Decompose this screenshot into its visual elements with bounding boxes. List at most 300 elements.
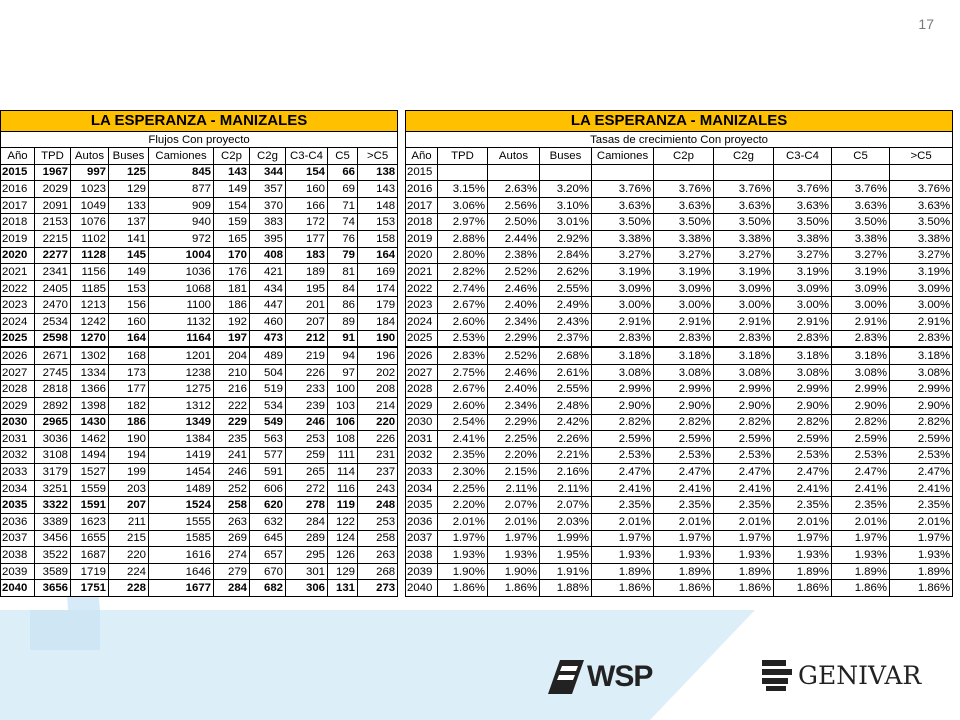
table-cell: 2.41% (774, 480, 832, 497)
table-cell: 2.91% (774, 313, 832, 330)
table-cell: 3.08% (890, 364, 953, 381)
table-cell: 2.46% (488, 280, 540, 297)
table-cell: 2024 (406, 313, 438, 330)
table-cell: 645 (250, 530, 286, 547)
table-cell: 1677 (149, 580, 214, 597)
table-cell: 2.41% (654, 480, 714, 497)
table-cell: 2.83% (592, 330, 654, 347)
table-cell: 2.99% (890, 381, 953, 398)
table-cell: 2029 (406, 397, 438, 414)
table-cell: 408 (250, 247, 286, 264)
table-cell: 2026 (1, 347, 35, 364)
table-cell: 2033 (406, 464, 438, 481)
table-cell: 199 (109, 464, 149, 481)
table-cell: 3.27% (774, 247, 832, 264)
table-cell: 3.50% (832, 214, 890, 231)
table-cell: 1132 (149, 313, 214, 330)
table-cell: 1.86% (774, 580, 832, 597)
table-cell: 1585 (149, 530, 214, 547)
table-cell: 1334 (71, 364, 109, 381)
table-row (1, 247, 398, 264)
table-cell: 3589 (35, 563, 71, 580)
column-header: Camiones (592, 148, 654, 165)
table-cell: 3.63% (654, 197, 714, 214)
table-cell: 2.47% (654, 464, 714, 481)
table-cell: 2.83% (714, 330, 774, 347)
table-row (406, 164, 953, 181)
table-cell: 2036 (406, 514, 438, 531)
table-subtitle-row (1, 132, 398, 148)
table-cell: 670 (250, 563, 286, 580)
table-row (1, 330, 398, 347)
column-header: Buses (540, 148, 592, 165)
table-cell: 116 (328, 480, 358, 497)
table-cell: 3.19% (654, 264, 714, 281)
table-cell: 1.97% (592, 530, 654, 547)
table-row (406, 214, 953, 231)
table-cell: 2.62% (540, 264, 592, 281)
table-cell: 2534 (35, 313, 71, 330)
table-cell: 2.59% (832, 431, 890, 448)
table-cell: 3179 (35, 464, 71, 481)
table-cell: 2.37% (540, 330, 592, 347)
table-cell: 3108 (35, 447, 71, 464)
table-cell: 2037 (406, 530, 438, 547)
table-cell: 233 (286, 381, 328, 398)
table-cell: 2.83% (774, 330, 832, 347)
table-cell: 192 (214, 313, 250, 330)
table-cell: 3.63% (832, 197, 890, 214)
table-cell: 2.47% (714, 464, 774, 481)
table-row (1, 497, 398, 514)
table-row (406, 280, 953, 297)
table-cell: 2.82% (714, 414, 774, 431)
column-header: C5 (328, 148, 358, 165)
table-cell: 2.68% (540, 347, 592, 364)
table-cell: 3.08% (774, 364, 832, 381)
table-row (406, 313, 953, 330)
table-cell: 1527 (71, 464, 109, 481)
table-cell: 273 (358, 580, 398, 597)
table-cell: 3.08% (592, 364, 654, 381)
table-cell: 3.18% (714, 347, 774, 364)
table-cell: 231 (358, 447, 398, 464)
table-cell: 940 (149, 214, 214, 231)
table-cell: 2.30% (438, 464, 488, 481)
table-cell: 1.93% (890, 547, 953, 564)
table-row (406, 497, 953, 514)
table-cell: 1.89% (592, 563, 654, 580)
table-cell: 1.95% (540, 547, 592, 564)
table-row (1, 214, 398, 231)
table-cell: 1.93% (654, 547, 714, 564)
table-cell: 3.27% (592, 247, 654, 264)
table-cell: 3.19% (832, 264, 890, 281)
table-cell: 2.82% (774, 414, 832, 431)
table-row (406, 547, 953, 564)
table-cell: 2.63% (488, 181, 540, 198)
column-header: Autos (71, 148, 109, 165)
table-cell: 1156 (71, 264, 109, 281)
table-cell: 2405 (35, 280, 71, 297)
table-cell: 268 (358, 563, 398, 580)
table-row (1, 530, 398, 547)
table-cell: 909 (149, 197, 214, 214)
table-cell: 263 (358, 547, 398, 564)
table-cell: 3.38% (592, 230, 654, 247)
table-cell: 2.29% (488, 414, 540, 431)
table-cell: 2038 (406, 547, 438, 564)
table-row (406, 414, 953, 431)
table-cell: 434 (250, 280, 286, 297)
table-row (1, 381, 398, 398)
table-cell: 1102 (71, 230, 109, 247)
column-header: >C5 (358, 148, 398, 165)
table-row (1, 464, 398, 481)
table-row (1, 480, 398, 497)
table-cell: 149 (214, 181, 250, 198)
table-cell: 447 (250, 297, 286, 314)
table-cell: 2.53% (890, 447, 953, 464)
table-cell: 2027 (406, 364, 438, 381)
table-cell: 3.27% (714, 247, 774, 264)
table-cell: 219 (286, 347, 328, 364)
table-cell: 3.63% (890, 197, 953, 214)
wsp-mark-icon (548, 660, 584, 694)
table-cell: 1128 (71, 247, 109, 264)
table-cell: 114 (328, 464, 358, 481)
table-cell: 153 (109, 280, 149, 297)
table-cell: 183 (286, 247, 328, 264)
table-cell: 3.18% (832, 347, 890, 364)
table-cell: 3.00% (654, 297, 714, 314)
table-cell: 1242 (71, 313, 109, 330)
table-cell: 2030 (406, 414, 438, 431)
table-cell: 2.90% (774, 397, 832, 414)
table-cell: 3.27% (890, 247, 953, 264)
table-cell (890, 164, 953, 181)
table-cell: 97 (328, 364, 358, 381)
table-cell: 1591 (71, 497, 109, 514)
table-cell: 160 (286, 181, 328, 198)
table-cell: 2034 (1, 480, 35, 497)
table-cell: 76 (328, 230, 358, 247)
table-cell: 2015 (406, 164, 438, 181)
table-cell: 1.97% (488, 530, 540, 547)
table-cell: 176 (214, 264, 250, 281)
table-cell: 2.25% (488, 431, 540, 448)
table-cell: 591 (250, 464, 286, 481)
table-cell: 632 (250, 514, 286, 531)
table-cell: 1.90% (488, 563, 540, 580)
table-cell: 229 (214, 414, 250, 431)
table-cell: 3.38% (890, 230, 953, 247)
table-cell: 79 (328, 247, 358, 264)
table-cell: 3.76% (774, 181, 832, 198)
table-cell: 241 (214, 447, 250, 464)
table-cell: 1023 (71, 181, 109, 198)
table-cell: 2.01% (774, 514, 832, 531)
table-cell: 224 (109, 563, 149, 580)
table-cell: 226 (286, 364, 328, 381)
column-header: >C5 (890, 148, 953, 165)
table-cell: 3.18% (654, 347, 714, 364)
table-cell: 2.82% (438, 264, 488, 281)
table-row (406, 247, 953, 264)
table-cell: 2.88% (438, 230, 488, 247)
table-cell: 3.50% (592, 214, 654, 231)
table-cell: 235 (214, 431, 250, 448)
table-cell: 2.35% (654, 497, 714, 514)
table-cell: 2.92% (540, 230, 592, 247)
table-cell: 153 (358, 214, 398, 231)
table-cell: 2.47% (832, 464, 890, 481)
table-cell: 1384 (149, 431, 214, 448)
table-cell (774, 164, 832, 181)
table-cell: 295 (286, 547, 328, 564)
table-cell: 289 (286, 530, 328, 547)
table-cell: 2.03% (540, 514, 592, 531)
table-cell: 129 (109, 181, 149, 198)
table-cell (540, 164, 592, 181)
table-cell: 1004 (149, 247, 214, 264)
column-header: C2g (250, 148, 286, 165)
table-cell: 1616 (149, 547, 214, 564)
table-cell: 2215 (35, 230, 71, 247)
table-cell: 2019 (1, 230, 35, 247)
table-cell: 189 (286, 264, 328, 281)
table-cell: 124 (328, 530, 358, 547)
column-header: Autos (488, 148, 540, 165)
genivar-logo (762, 658, 921, 692)
table-cell: 119 (328, 497, 358, 514)
table-cell: 3.18% (774, 347, 832, 364)
table-row (1, 280, 398, 297)
table-cell: 2.74% (438, 280, 488, 297)
table-cell: 2.47% (592, 464, 654, 481)
table-row (406, 381, 953, 398)
table-cell: 133 (109, 197, 149, 214)
table-cell: 2031 (1, 431, 35, 448)
table-cell: 549 (250, 414, 286, 431)
table-cell: 3.76% (832, 181, 890, 198)
table-cell: 2015 (1, 164, 35, 181)
table-cell: 179 (358, 297, 398, 314)
table-cell: 473 (250, 330, 286, 347)
table-cell: 3.00% (592, 297, 654, 314)
table-cell: 845 (149, 164, 214, 181)
table-cell: 2.59% (774, 431, 832, 448)
table-cell: 2030 (1, 414, 35, 431)
table-cell: 3656 (35, 580, 71, 597)
column-header: Año (406, 148, 438, 165)
table-cell (654, 164, 714, 181)
table-cell: 2.99% (592, 381, 654, 398)
table-cell: 174 (358, 280, 398, 297)
table-cell: 165 (214, 230, 250, 247)
table-cell: 2026 (406, 347, 438, 364)
column-header: Camiones (149, 148, 214, 165)
table-cell: 74 (328, 214, 358, 231)
table-cell: 2035 (406, 497, 438, 514)
column-header: C5 (832, 148, 890, 165)
table-cell: 2.07% (540, 497, 592, 514)
table-cell: 71 (328, 197, 358, 214)
table-cell: 137 (109, 214, 149, 231)
table-title-row (406, 111, 953, 132)
table-row (406, 330, 953, 347)
table-row (406, 181, 953, 198)
table-row (1, 264, 398, 281)
table-row (1, 580, 398, 597)
table-cell: 2.41% (832, 480, 890, 497)
table-cell: 3.50% (714, 214, 774, 231)
table-cell: 207 (286, 313, 328, 330)
table-cell: 2028 (406, 381, 438, 398)
table-cell: 1.97% (890, 530, 953, 547)
table-cell: 3036 (35, 431, 71, 448)
table-row (1, 547, 398, 564)
table-cell: 2028 (1, 381, 35, 398)
table-cell: 2022 (1, 280, 35, 297)
table-cell: 1.86% (832, 580, 890, 597)
table-cell: 252 (214, 480, 250, 497)
table-cell: 1.86% (890, 580, 953, 597)
table-cell: 2.48% (540, 397, 592, 414)
table-cell: 66 (328, 164, 358, 181)
table-cell: 226 (358, 431, 398, 448)
table-cell: 194 (109, 447, 149, 464)
table-cell: 2.82% (592, 414, 654, 431)
table-cell: 170 (214, 247, 250, 264)
table-cell: 3.09% (774, 280, 832, 297)
table-cell: 1.93% (714, 547, 774, 564)
table-cell: 3.76% (890, 181, 953, 198)
table-cell: 3.19% (714, 264, 774, 281)
table-cell: 1687 (71, 547, 109, 564)
table-row (406, 514, 953, 531)
table-cell: 3.00% (832, 297, 890, 314)
table-cell: 1.93% (488, 547, 540, 564)
table-cell: 2.20% (488, 447, 540, 464)
table-cell: 1494 (71, 447, 109, 464)
table-cell: 2.41% (714, 480, 774, 497)
table-cell: 3.00% (714, 297, 774, 314)
table-cell: 577 (250, 447, 286, 464)
table-cell: 3389 (35, 514, 71, 531)
table-cell: 3.27% (654, 247, 714, 264)
table-row (1, 447, 398, 464)
table-cell: 2.35% (890, 497, 953, 514)
table-cell: 2024 (1, 313, 35, 330)
table-cell: 3.08% (714, 364, 774, 381)
table-cell: 2153 (35, 214, 71, 231)
table-cell: 253 (358, 514, 398, 531)
table-row (1, 313, 398, 330)
table-cell: 1559 (71, 480, 109, 497)
table-cell: 190 (358, 330, 398, 347)
table-cell: 81 (328, 264, 358, 281)
table-cell: 279 (214, 563, 250, 580)
table-cell: 3251 (35, 480, 71, 497)
table-cell: 156 (109, 297, 149, 314)
table-cell: 1454 (149, 464, 214, 481)
table-cell: 2.53% (592, 447, 654, 464)
table-cell: 2.11% (540, 480, 592, 497)
table-cell: 184 (358, 313, 398, 330)
table-row (406, 197, 953, 214)
table-cell: 2.01% (654, 514, 714, 531)
table-header-row (1, 148, 398, 165)
table-cell: 258 (358, 530, 398, 547)
table-cell: 657 (250, 547, 286, 564)
table-cell: 2.53% (438, 330, 488, 347)
table-cell: 3.50% (890, 214, 953, 231)
table-row (1, 563, 398, 580)
genivar-mark-icon (762, 658, 792, 692)
table-cell: 2.35% (714, 497, 774, 514)
table-cell: 243 (358, 480, 398, 497)
table-title-row (1, 111, 398, 132)
table-cell: 258 (214, 497, 250, 514)
table-cell: 2.40% (488, 297, 540, 314)
table-cell: 2.82% (832, 414, 890, 431)
table-cell: 3.06% (438, 197, 488, 214)
table-cell: 301 (286, 563, 328, 580)
table-cell: 1076 (71, 214, 109, 231)
table-cell (592, 164, 654, 181)
table-cell: 3.76% (592, 181, 654, 198)
table-cell: 108 (328, 431, 358, 448)
table-cell: 2892 (35, 397, 71, 414)
table-cell: 3.08% (832, 364, 890, 381)
table-cell: 1.86% (438, 580, 488, 597)
table-cell: 1.89% (832, 563, 890, 580)
table-cell: 3.19% (774, 264, 832, 281)
table-cell: 202 (358, 364, 398, 381)
table-row (406, 563, 953, 580)
table-row (406, 431, 953, 448)
table-cell (488, 164, 540, 181)
table-cell: 186 (214, 297, 250, 314)
table-cell: 269 (214, 530, 250, 547)
table-cell: 3.08% (654, 364, 714, 381)
column-header: Buses (109, 148, 149, 165)
table-cell: 3.10% (540, 197, 592, 214)
table-cell: 103 (328, 397, 358, 414)
table-cell: 2.47% (774, 464, 832, 481)
table-cell: 877 (149, 181, 214, 198)
table-cell: 2036 (1, 514, 35, 531)
table-cell: 158 (358, 230, 398, 247)
table-cell: 220 (358, 414, 398, 431)
table-cell: 148 (358, 197, 398, 214)
table-cell: 2039 (406, 563, 438, 580)
table-cell: 2021 (1, 264, 35, 281)
table-cell: 2.20% (438, 497, 488, 514)
table-cell: 143 (358, 181, 398, 198)
column-header: Año (1, 148, 35, 165)
table-cell: 166 (286, 197, 328, 214)
column-header: C3-C4 (774, 148, 832, 165)
table-cell: 138 (358, 164, 398, 181)
table-cell: 519 (250, 381, 286, 398)
table-cell: 2.99% (654, 381, 714, 398)
table-cell: 2.35% (832, 497, 890, 514)
column-header: C2p (654, 148, 714, 165)
table-row (406, 464, 953, 481)
table-cell: 164 (358, 247, 398, 264)
